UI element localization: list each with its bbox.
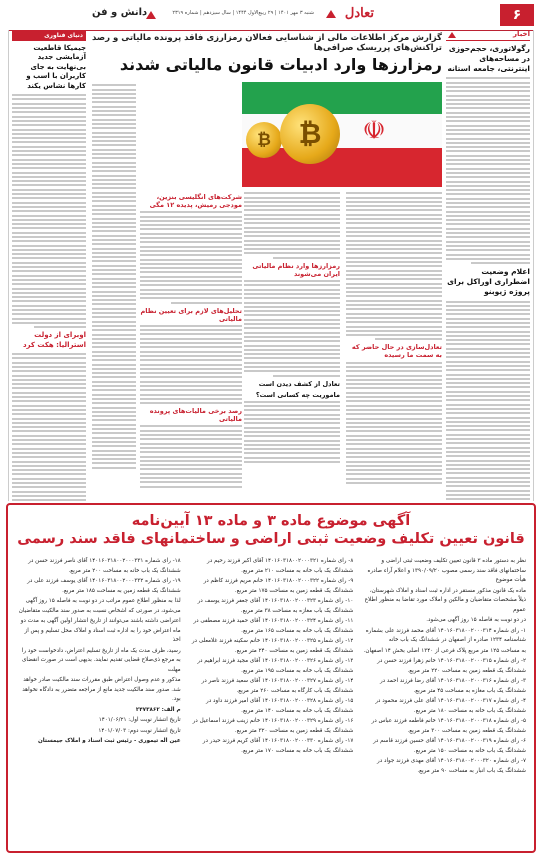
ad-subtitle: قانون تعیین تکلیف وضعیت ثبتی اراضی و ساختمانهای فاقد سند رسمی	[17, 531, 525, 547]
article-subhead: تعادل‌سازی در حال حاضر که به سمت ما رسیده	[351, 343, 442, 360]
right-sidebar-headline-2: اعلام وضعیت اضطراری اوراکل برای پروژه ژیوبنو	[447, 267, 530, 297]
iran-emblem-icon: ☫	[362, 116, 386, 146]
left-sidebar-body-2	[12, 353, 86, 501]
article-subhead: ماموریت چه کسانی است؟	[255, 390, 340, 399]
legal-notice-ad	[6, 503, 536, 853]
article-column-1	[346, 190, 442, 501]
page-number: ۶	[500, 4, 534, 26]
left-sidebar-body-1	[12, 94, 86, 328]
left-sidebar	[8, 30, 86, 501]
right-sidebar-body-2	[446, 301, 530, 501]
ad-column-middle: ۸- رای شماره ۱۴۰۱۶۰۳۱۸۰۰۲۰۰۰۳۲۱ آقای اکبر فرزند رحیم در ششدانگ یک باب خانه به مساحت ۲۱۰ متر مربع. ۹- رای شماره ۱۴۰۱۶۰۳۱۸۰۰۲۰۰۰۳۲۲ خانم مریم فرزند کاظم در ششدانگ یک قطعه زمین به مساحت ۱۷۵ متر مربع. ۱۰- رای شماره ۱۴۰۱۶۰۳۱۸۰۰۲۰۰۰۳۲۳ آقای جعفر فرزند یوسف در ششدانگ یک باب مغازه به مساحت ۳۸ متر مربع. ۱۱- رای شماره ۱۴۰۱۶۰۳۱۸۰۰۲۰۰۰۳۲۴ آقای حمید فرزند مصطفی در ششدانگ یک باب خانه به مساحت ۱۶۵ متر مربع. ۱۲- رای شماره ۱۴۰۱۶۰۳۱۸۰۰۲۰۰۰۳۲۵ خانم سکینه فرزند غلامعلی در ششدانگ یک قطعه زمین به مساحت ۲۴۰ متر مربع. ۱۳- رای شماره ۱۴۰۱۶۰۳۱۸۰۰۲۰۰۰۳۲۶ آقای مجید فرزند ابراهیم در ششدانگ یک باب خانه به مساحت ۱۹۵ متر مربع. ۱۴- رای شماره ۱۴۰۱۶۰۳۱۸۰۰۲۰۰۰۳۲۷ آقای سعید فرزند ناصر در ششدانگ یک باب کارگاه به مساحت ۲۶۰ متر مربع. ۱۵- رای شماره ۱۴۰۱۶۰۳۱۸۰۰۲۰۰۰۳۲۸ آقای امیر فرزند داود در ششدانگ یک باب خانه به مساحت ۱۴۰ متر مربع. ۱۶- رای شماره ۱۴۰۱۶۰۳۱۸۰۰۲۰۰۰۳۲۹ خانم زینب فرزند اسماعیل در ششدانگ یک قطعه زمین به مساحت ۳۲۰ متر مربع. ۱۷- رای شماره ۱۴۰۱۶۰۳۱۸۰۰۲۰۰۰۳۳۰ آقای کریم فرزند حیدر در ششدانگ یک باب خانه به مساحت ۱۷۰ متر مربع.	[191, 558, 354, 754]
left-sidebar-tag: دنیای فناوری	[12, 30, 86, 41]
masthead	[8, 4, 534, 31]
right-sidebar	[446, 30, 534, 501]
article-column-4	[140, 190, 242, 501]
ad-column-left: ۱۸- رای شماره ۱۴۰۱۶۰۳۱۸۰۰۲۰۰۰۳۳۱ آقای ناصر فرزند حسن در ششدانگ یک باب خانه به مساحت ۲۰۰ متر مربع. ۱۹- رای شماره ۱۴۰۱۶۰۳۱۸۰۰۲۰۰۰۳۳۲ آقای یوسف فرزند علی در ششدانگ یک قطعه زمین به مساحت ۱۸۵ متر مربع. لذا به منظور اطلاع عموم مراتب در دو نوبت به فاصله ۱۵ روز آگهی می‌شود، در صورتی که اشخاص نسبت به صدور سند مالکیت متقاضیان اعتراضی داشته باشند می‌توانند از تاریخ انتشار اولین آگهی به مدت دو ماه اعتراض خود را به اداره ثبت اسناد و املاک محل تسلیم و پس از اخذ رسید، ظرف مدت یک ماه از تاریخ تسلیم اعتراض، دادخواست خود را به مرجع ذی‌صلاح قضایی تقدیم نمایند. بدیهی است در صورت انقضای مهلت مذکور و عدم وصول اعتراض طبق مقررات سند مالکیت صادر خواهد شد. صدور سند مالکیت جدید مانع از مراجعه متضرر به دادگاه نخواهد بود. م الف: ۲۴۷۳۸۶۲ تاریخ انتشار نوبت اول: ۱۴۰۱/۰۶/۲۱ تاریخ انتشار نوبت دوم: ۱۴۰۱/۰۷/۰۳ عین اله تیموری - رئیس ثبت اسناد و املاک جیمستان	[16, 557, 181, 845]
newspaper-logo: تعادل	[344, 6, 374, 21]
article-kicker: گزارش مرکز اطلاعات مالی از شناسایی فعالان رمزارزی فاقد پرونده مالیاتی و رصد تراکنش‌های پرریسک صرافی‌ها	[92, 33, 442, 53]
section-triangle-icon	[146, 11, 156, 19]
article-headline: رمزارزها وارد ادبیات قانون مالیاتی شدند	[119, 55, 442, 74]
ad-signature: عین اله تیموری - رئیس ثبت اسناد و املاک جیمستان	[38, 738, 181, 744]
article-column-2	[244, 190, 340, 501]
bitcoin-coin-icon: ₿	[280, 104, 340, 164]
article-subhead: شرکت‌های انگلیسی بنزین، مودجی رمیش، پدیده ۱۲ مگی	[149, 193, 242, 209]
right-sidebar-headline: رگولاتوری، حجم‌حوزی در مساحه‌های اینترنتی، جامعه استانه	[447, 44, 530, 74]
right-sidebar-tag: اخبار	[446, 30, 530, 41]
article-subhead: تحلیل‌های لازم برای تعیین نظام مالیاتی	[140, 306, 242, 323]
ad-title: آگهی موضوع ماده ۳ و ماده ۱۳ آیین‌نامه	[131, 513, 411, 529]
bitcoin-iran-flag-photo	[242, 82, 442, 187]
ad-column-right: نظر به دستور ماده ۳ قانون تعیین تکلیف وضعیت ثبتی اراضی و ساختمانهای فاقد سند رسمی مصوب ۱۳۹۰/۰۹/۲۰ و اعلام آراء صادره هیأت موضوع ماده یک قانون مذکور مستقر در اداره ثبت اسناد و املاک شهرستان، ذیلاً مشخصات متقاضیان و مالکین و املاک مورد تقاضا به منظور اطلاع عموم در دو نوبت به فاصله ۱۵ روز آگهی می‌شود. ۱- رای شماره ۱۴۰۱۶۰۳۱۸۰۰۲۰۰۰۳۱۴ آقای محمد فرزند علی بشماره شناسنامه ۱۲۳۴ صادره از اصفهان در ششدانگ یک باب خانه به مساحت ۱۲۵ متر مربع پلاک فرعی از ۱۳۴۰ اصلی بخش ۱۴ اصفهان. ۲- رای شماره ۱۴۰۱۶۰۳۱۸۰۰۲۰۰۰۳۱۵ خانم زهرا فرزند حسن در ششدانگ یک قطعه زمین به مساحت ۲۲۰ متر مربع. ۳- رای شماره ۱۴۰۱۶۰۳۱۸۰۰۲۰۰۰۳۱۶ آقای رضا فرزند احمد در ششدانگ یک باب مغازه به مساحت ۴۵ متر مربع. ۴- رای شماره ۱۴۰۱۶۰۳۱۸۰۰۲۰۰۰۳۱۷ آقای علی فرزند محمود در ششدانگ یک باب خانه به مساحت ۱۸۰ متر مربع. ۵- رای شماره ۱۴۰۱۶۰۳۱۸۰۰۲۰۰۰۳۱۸ خانم فاطمه فرزند عباس در ششدانگ یک قطعه زمین به مساحت ۳۰۰ متر مربع. ۶- رای شماره ۱۴۰۱۶۰۳۱۸۰۰۲۰۰۰۳۱۹ آقای حسین فرزند قاسم در ششدانگ یک باب خانه به مساحت ۱۵۰ متر مربع. ۷- رای شماره ۱۴۰۱۶۰۳۱۸۰۰۲۰۰۰۳۲۰ آقای مهدی فرزند جواد در ششدانگ یک باب انبار به مساحت ۹۰ متر مربع.	[363, 558, 526, 774]
article-subhead: رصد برخی مالیات‌های پرونده مالیاتی	[149, 407, 242, 424]
left-sidebar-headline-2: اوبر‌ای از دولت استرالیا: هکت کرد	[22, 331, 86, 349]
logo-triangle-icon	[326, 10, 336, 18]
issue-info: شنبه ۳ مهر ۱۴۰۱ | ۲۹ ربیع‌الاول ۱۴۴۴ | سال سیزدهم | شماره ۲۳۱۹	[172, 10, 314, 16]
ad-columns	[16, 557, 526, 845]
article-subhead: تعادل از کشف دیدن است	[258, 379, 340, 388]
article-column-3	[92, 82, 136, 501]
right-sidebar-body-1	[446, 77, 530, 264]
section-title: دانش و فن	[92, 7, 148, 18]
bitcoin-coin-icon: ₿	[246, 122, 282, 158]
main-article	[92, 30, 442, 501]
article-subhead: رمزارزها وارد نظام مالیاتی ایران می‌شوند	[252, 261, 340, 278]
left-sidebar-headline: جیمیکا قاطعیت آزمایشی جدید بی‌نهایت به جای کاربران با اسب و کارها نشاس یکند	[26, 44, 86, 90]
